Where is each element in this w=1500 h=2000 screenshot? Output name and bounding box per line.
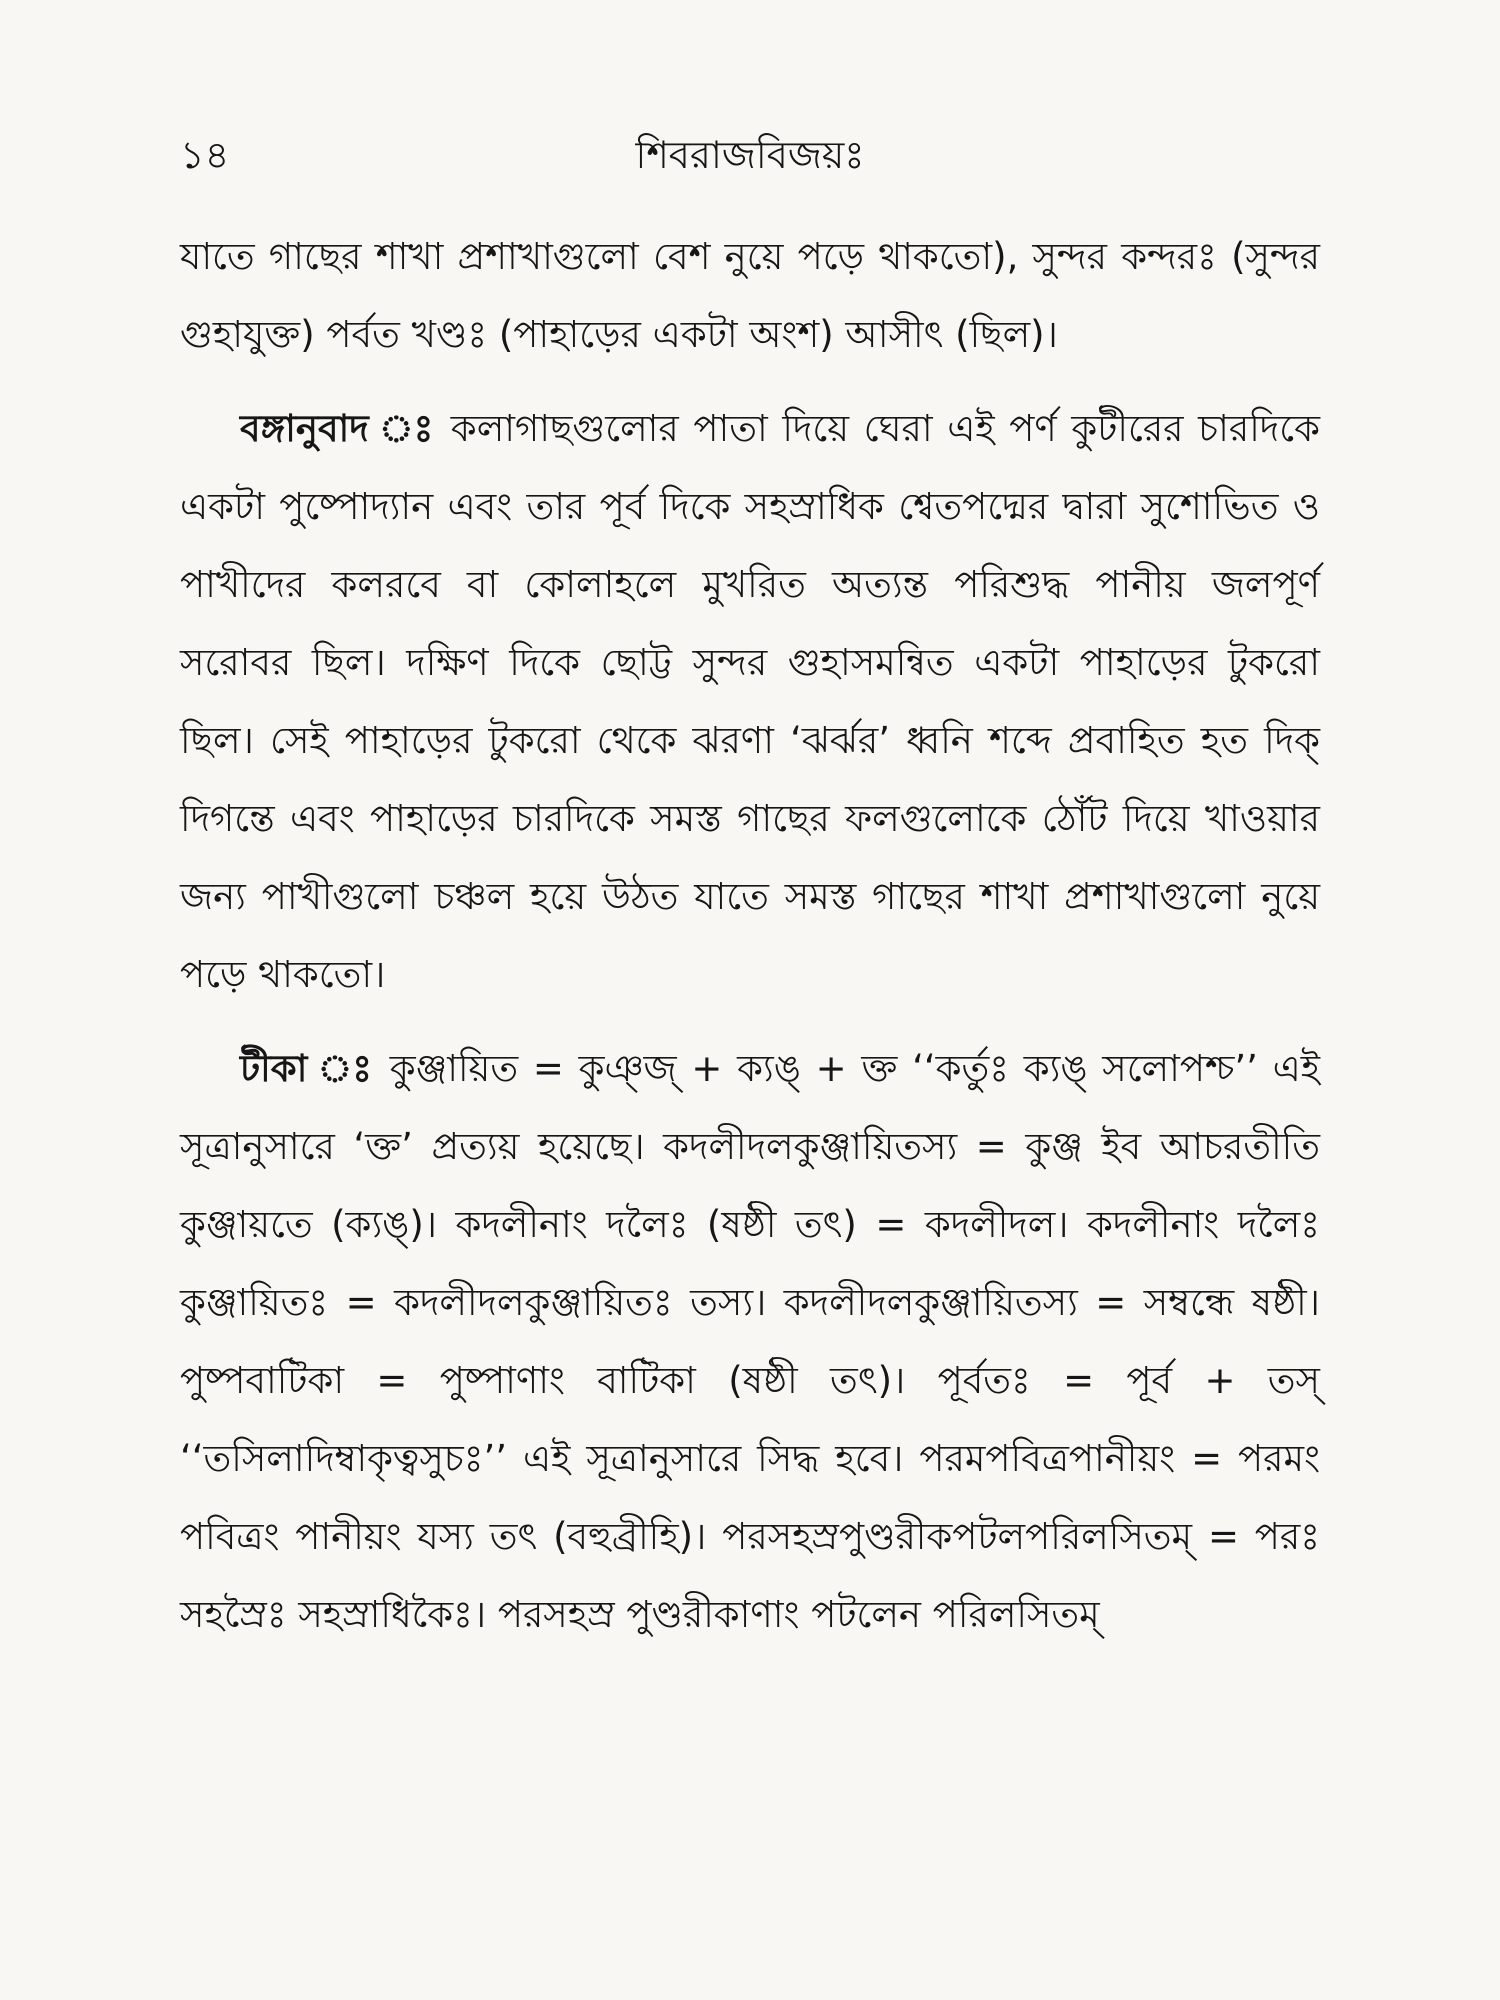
running-title: শিবরাজবিজয়ঃ	[635, 133, 865, 177]
translation-label: বঙ্গানুবাদ ঃ	[240, 407, 437, 450]
commentary-text: কুঞ্জায়িত = কুঞ্জ্ + ক্যঙ্ + ক্ত ‘‘কর্তুঃ ক্যঙ্ সলোপশ্চ’’ এই সূত্রানুসারে ‘ক্ত’ প্রত্যয় হয়েছে। কদলীদলকুঞ্জায়িতস্য = কুঞ্জ ইব আচরতীতি কুঞ্জায়তে (ক্যঙ্)। কদলীনাং দলৈঃ (ষষ্ঠী তৎ) = কদলীদল। কদলীনাং দলৈঃ কুঞ্জায়িতঃ = কদলীদলকুঞ্জায়িতঃ তস্য। কদলীদলকুঞ্জায়িতস্য = সম্বন্ধে ষষ্ঠী। পুষ্পবাটিকা = পুষ্পাণাং বাটিকা (ষষ্ঠী তৎ)। পূর্বতঃ = পূর্ব + তস্ ‘‘তসিলাদিম্বাকৃত্বসুচঃ’’ এই সূত্রানুসারে সিদ্ধ হবে। পরমপবিত্রপানীয়ং = পরমং পবিত্রং পানীয়ং যস্য তৎ (বহুব্রীহি)। পরসহস্রপুণ্ডরীকপটলপরিলসিতম্ = পরঃ সহস্রৈঃ সহস্রাধিকৈঃ। পরসহস্র পুণ্ডরীকাণাং পটলেন পরিলসিতম্	[180, 1047, 1320, 1636]
translation-text: কলাগাছগুলোর পাতা দিয়ে ঘেরা এই পর্ণ কুটীরের চারদিকে একটা পুষ্পোদ্যান এবং তার পূর্ব দিকে সহস্রাধিক শ্বেতপদ্মের দ্বারা সুশোভিত ও পাখীদের কলরবে বা কোলাহলে মুখরিত অত্যন্ত পরিশুদ্ধ পানীয় জলপূর্ণ সরোবর ছিল। দক্ষিণ দিকে ছোট্ট সুন্দর গুহাসমন্বিত একটা পাহাড়ের টুকরো ছিল। সেই পাহাড়ের টুকরো থেকে ঝরণা ‘ঝর্ঝর’ ধ্বনি শব্দে প্রবাহিত হত দিক্ দিগন্তে এবং পাহাড়ের চারদিকে সমস্ত গাছের ফলগুলোকে ঠোঁট দিয়ে খাওয়ার জন্য পাখীগুলো চঞ্চল হয়ে উঠত যাতে সমস্ত গাছের শাখা প্রশাখাগুলো নুয়ে পড়ে থাকতো।	[180, 407, 1320, 996]
commentary-label: টীকা ঃ	[240, 1047, 375, 1090]
page-header	[180, 125, 1320, 185]
body-text	[180, 218, 1320, 1654]
page-number: ১৪	[180, 133, 230, 177]
translation-paragraph	[180, 390, 1320, 1014]
commentary-paragraph	[180, 1030, 1320, 1654]
continuation-paragraph: যাতে গাছের শাখা প্রশাখাগুলো বেশ নুয়ে পড়ে থাকতো), সুন্দর কন্দরঃ (সুন্দর গুহাযুক্ত) পর্বত খণ্ডঃ (পাহাড়ের একটা অংশ) আসীৎ (ছিল)।	[180, 235, 1320, 356]
